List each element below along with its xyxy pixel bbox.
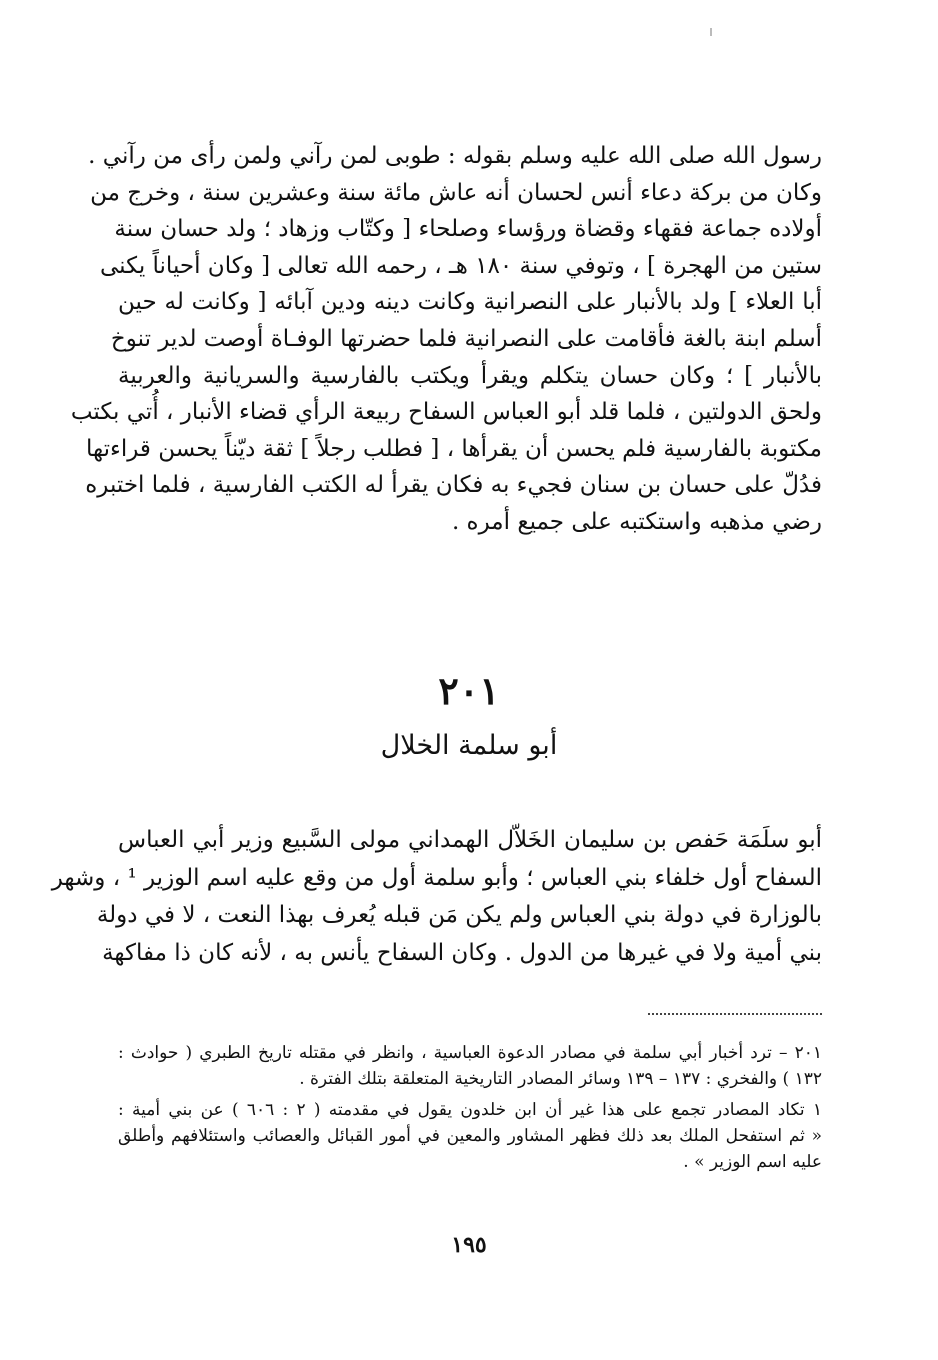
text-line: ولحق الدولتين ، فلما قلد أبو العباس السفاح ربيعة الرأي قضاء الأنبار ، أُتي بكتب <box>70 399 822 426</box>
text-line: بني أمية ولا في غيرها من الدول . وكان السفاح يأنس به ، لأنه كان ذا مفاكهة <box>102 939 822 966</box>
text-line: أبو سلَمَة حَفص بن سليمان الخَلاّل الهمداني مولى السَّبيع وزير أبي العباس <box>118 827 822 853</box>
footnote-line: ١ تكاد المصادر تجمع على هذا غير أن ابن خلدون يقول في مقدمته ( ٢ : ٦٠٦ ) عن بني أمية : <box>118 1100 822 1120</box>
text-line: ستين من الهجرة ] ، وتوفي سنة ١٨٠ هـ ، رحمه الله تعالى [ وكان أحياناً يكنى <box>100 252 822 279</box>
footnote <box>118 1097 822 1175</box>
footnote-line: ١٣٢ ) والفخري : ١٣٧ – ١٣٩ وسائر المصادر التاريخية المتعلقة بتلك الفترة . <box>299 1069 822 1089</box>
body-paragraph-1 <box>70 138 822 541</box>
text-line: مكتوبة بالفارسية فلم يحسن أن يقرأها ، [ فطلب رجلاً ] ثقة ديّناً يحسن قراءتها <box>86 435 822 462</box>
footnote-line: « ثم استفحل الملك بعد ذلك فظهر المشاور والمعين في أمور القبائل والعصائب واستئلافهم وأطلق <box>118 1126 823 1146</box>
text-line: أولاده جماعة فقهاء وقضاة ورؤساء وصلحاء [ وكتّاب وزهاد ؛ ولد حسان سنة <box>114 216 822 243</box>
page-number: ١٩٥ <box>451 1232 487 1258</box>
text-line: وكان من بركة دعاء أنس لحسان أنه عاش مائة سنة وعشرين سنة ، وخرج من <box>90 179 822 206</box>
text-line: السفاح أول خلفاء بني العباس ؛ وأبو سلمة أول من وقع عليه اسم الوزير ¹ ، وشهر <box>51 864 822 891</box>
text-line: بالوزارة في دولة بني العباس ولم يكن مَن قبله يُعرف بهذا النعت ، لا في دولة <box>96 902 822 928</box>
footnotes <box>118 1040 822 1180</box>
text-line: أسلم ابنة بالغة فأقامت على النصرانية فلما حضرتها الوفـاة أوصت لدير تنوخ <box>110 325 822 352</box>
footnote-line: عليه اسم الوزير » . <box>683 1152 822 1172</box>
text-line: فدُلّ على حسان بن سنان فجيء به فكان يقرأ له الكتب الفارسية ، فلما اختبره <box>85 472 822 499</box>
entry-title: أبو سلمة الخلال <box>380 730 558 761</box>
text-line: بالأنبار ] ؛ وكان حسان يتكلم ويقرأ ويكتب بالفارسية والسريانية والعربية <box>118 362 822 389</box>
text-line: أبا العلاء ] ولد بالأنبار على النصرانية وكانت دينه ودين آبائه [ وكانت له حين <box>118 289 822 316</box>
body-paragraph-2 <box>51 822 822 972</box>
scan-mark <box>710 28 712 36</box>
entry-number: ٢٠١ <box>438 668 500 713</box>
text-line: رسول الله صلى الله عليه وسلم بقوله : طوبى لمن رآني ولمن رأى من رآني . <box>88 143 822 169</box>
footnote-line: ٢٠١ – ترد أخبار أبي سلمة في مصادر الدعوة العباسية ، وانظر في مقتله تاريخ الطبري ( حوادث : <box>118 1043 822 1063</box>
footnote <box>118 1040 822 1092</box>
footnote-separator <box>648 1013 822 1015</box>
text-line: رضي مذهبه واستكتبه على جميع أمره . <box>451 508 822 535</box>
